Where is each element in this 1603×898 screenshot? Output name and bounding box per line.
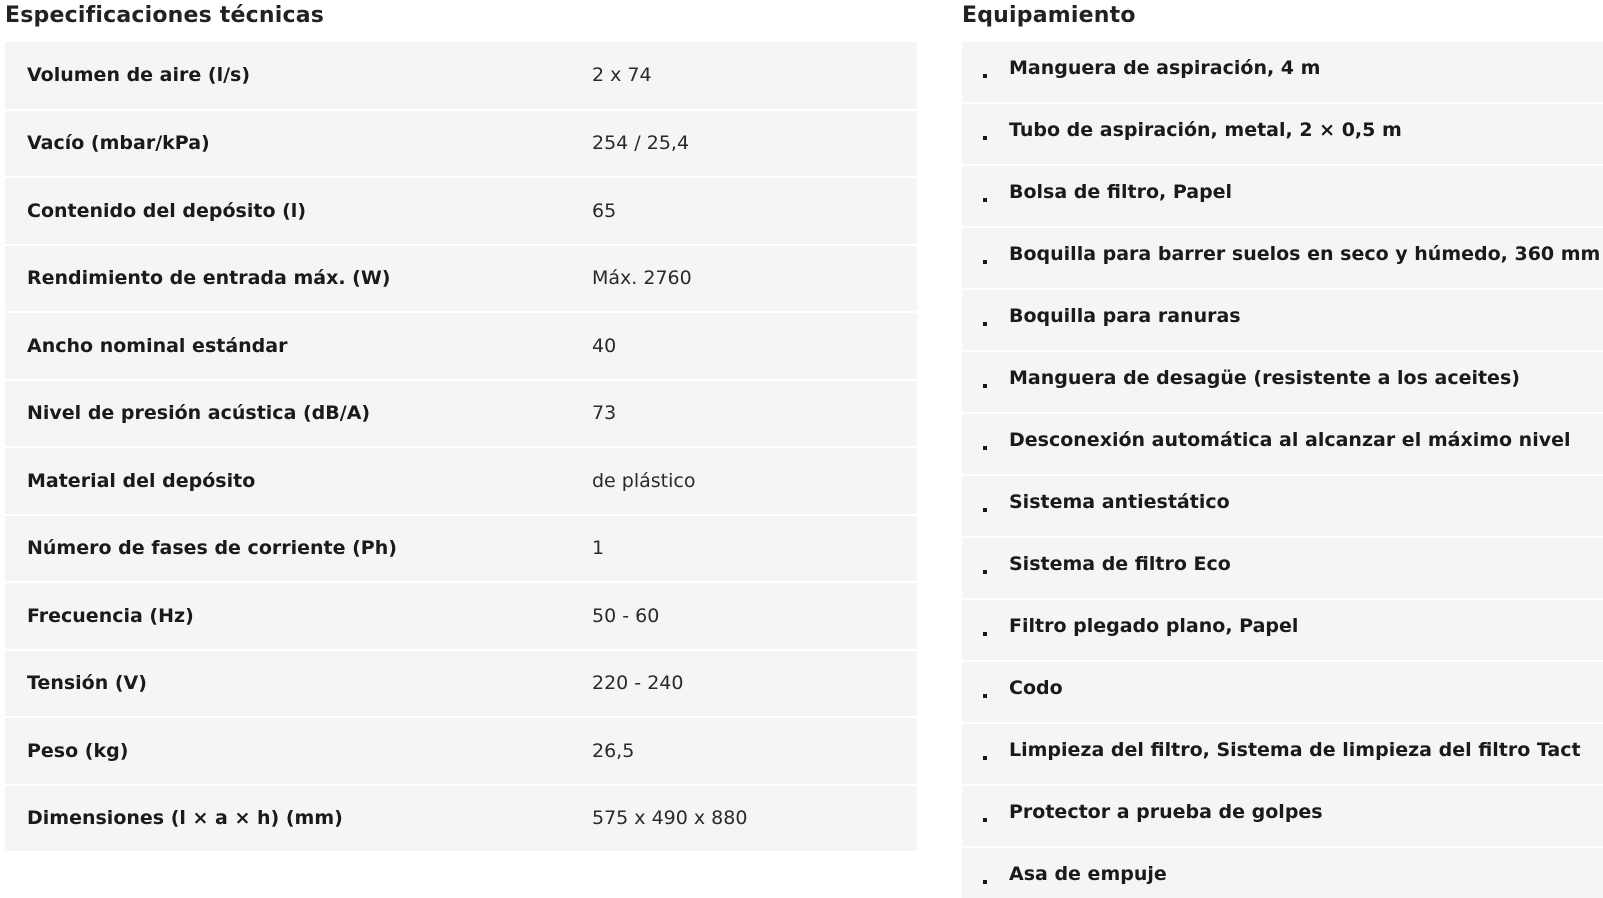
bullet-icon: [983, 818, 987, 822]
list-item-text: Manguera de desagüe (resistente a los aceites): [1009, 367, 1520, 389]
specs-table: [5, 42, 917, 853]
list-item: [962, 352, 1603, 414]
spec-label: Frecuencia (Hz): [27, 604, 194, 627]
table-row: [5, 717, 917, 785]
spec-value: de plástico: [592, 469, 696, 492]
spec-label: Material del depósito: [27, 469, 256, 492]
list-item-text: Limpieza del filtro, Sistema de limpieza del filtro Tact: [1009, 739, 1581, 761]
list-item-text: Manguera de aspiración, 4 m: [1009, 57, 1321, 79]
spec-value: 65: [592, 199, 617, 222]
list-item: [962, 166, 1603, 228]
list-item-text: Boquilla para ranuras: [1009, 305, 1241, 327]
table-row: [5, 312, 917, 380]
bullet-icon: [983, 260, 987, 264]
table-row: [5, 515, 917, 583]
table-row: [5, 177, 917, 245]
table-row: [5, 785, 917, 853]
equipment-title: Equipamiento: [962, 3, 1136, 28]
bullet-icon: [983, 322, 987, 326]
spec-label: Tensión (V): [27, 672, 147, 695]
spec-value: Máx. 2760: [592, 267, 692, 290]
spec-value: 73: [592, 402, 617, 425]
list-item-text: Desconexión automática al alcanzar el máximo nivel: [1009, 429, 1571, 451]
bullet-icon: [983, 508, 987, 512]
spec-value: 40: [592, 334, 617, 357]
list-item-text: Bolsa de filtro, Papel: [1009, 181, 1233, 203]
list-item-text: Filtro plegado plano, Papel: [1009, 615, 1299, 637]
bullet-icon: [983, 694, 987, 698]
spec-label: Vacío (mbar/kPa): [27, 132, 210, 155]
bullet-icon: [983, 74, 987, 78]
bullet-icon: [983, 446, 987, 450]
equipment-section: [962, 0, 1603, 898]
specs-title: Especificaciones técnicas: [5, 3, 325, 28]
bullet-icon: [983, 756, 987, 760]
spec-label: Peso (kg): [27, 739, 129, 762]
bullet-icon: [983, 570, 987, 574]
bullet-icon: [983, 198, 987, 202]
bullet-icon: [983, 384, 987, 388]
bullet-icon: [983, 632, 987, 636]
list-item-text: Boquilla para barrer suelos en seco y húmedo, 360 mm: [1009, 243, 1601, 265]
table-row: [5, 110, 917, 178]
bullet-icon: [983, 136, 987, 140]
list-item: [962, 414, 1603, 476]
list-item: [962, 538, 1603, 600]
spec-label: Dimensiones (l × a × h) (mm): [27, 807, 343, 830]
spec-value: 575 x 490 x 880: [592, 807, 748, 830]
list-item: [962, 42, 1603, 104]
specs-section: [5, 0, 917, 853]
spec-value: 50 - 60: [592, 604, 660, 627]
list-item-text: Tubo de aspiración, metal, 2 × 0,5 m: [1009, 119, 1402, 141]
table-row: [5, 380, 917, 448]
table-row: [5, 650, 917, 718]
list-item-text: Protector a prueba de golpes: [1009, 801, 1323, 823]
list-item-text: Codo: [1009, 677, 1063, 699]
spec-label: Nivel de presión acústica (dB/A): [27, 402, 371, 425]
bullet-icon: [983, 880, 987, 884]
list-item: [962, 600, 1603, 662]
spec-label: Número de fases de corriente (Ph): [27, 537, 397, 560]
list-item-text: Sistema de filtro Eco: [1009, 553, 1231, 575]
spec-label: Volumen de aire (l/s): [27, 64, 251, 87]
spec-value: 2 x 74: [592, 64, 652, 87]
list-item: [962, 104, 1603, 166]
table-row: [5, 447, 917, 515]
list-item: [962, 290, 1603, 352]
spec-label: Rendimiento de entrada máx. (W): [27, 267, 391, 290]
list-item-text: Asa de empuje: [1009, 863, 1167, 885]
list-item: [962, 786, 1603, 848]
spec-value: 220 - 240: [592, 672, 684, 695]
list-item: [962, 848, 1603, 898]
spec-value: 26,5: [592, 739, 635, 762]
spec-label: Contenido del depósito (l): [27, 199, 307, 222]
list-item-text: Sistema antiestático: [1009, 491, 1230, 513]
table-row: [5, 582, 917, 650]
list-item: [962, 662, 1603, 724]
spec-label: Ancho nominal estándar: [27, 334, 288, 357]
equipment-list: [962, 42, 1603, 898]
list-item: [962, 228, 1603, 290]
table-row: [5, 245, 917, 313]
spec-value: 1: [592, 537, 605, 560]
table-row: [5, 42, 917, 110]
list-item: [962, 476, 1603, 538]
spec-value: 254 / 25,4: [592, 132, 690, 155]
list-item: [962, 724, 1603, 786]
